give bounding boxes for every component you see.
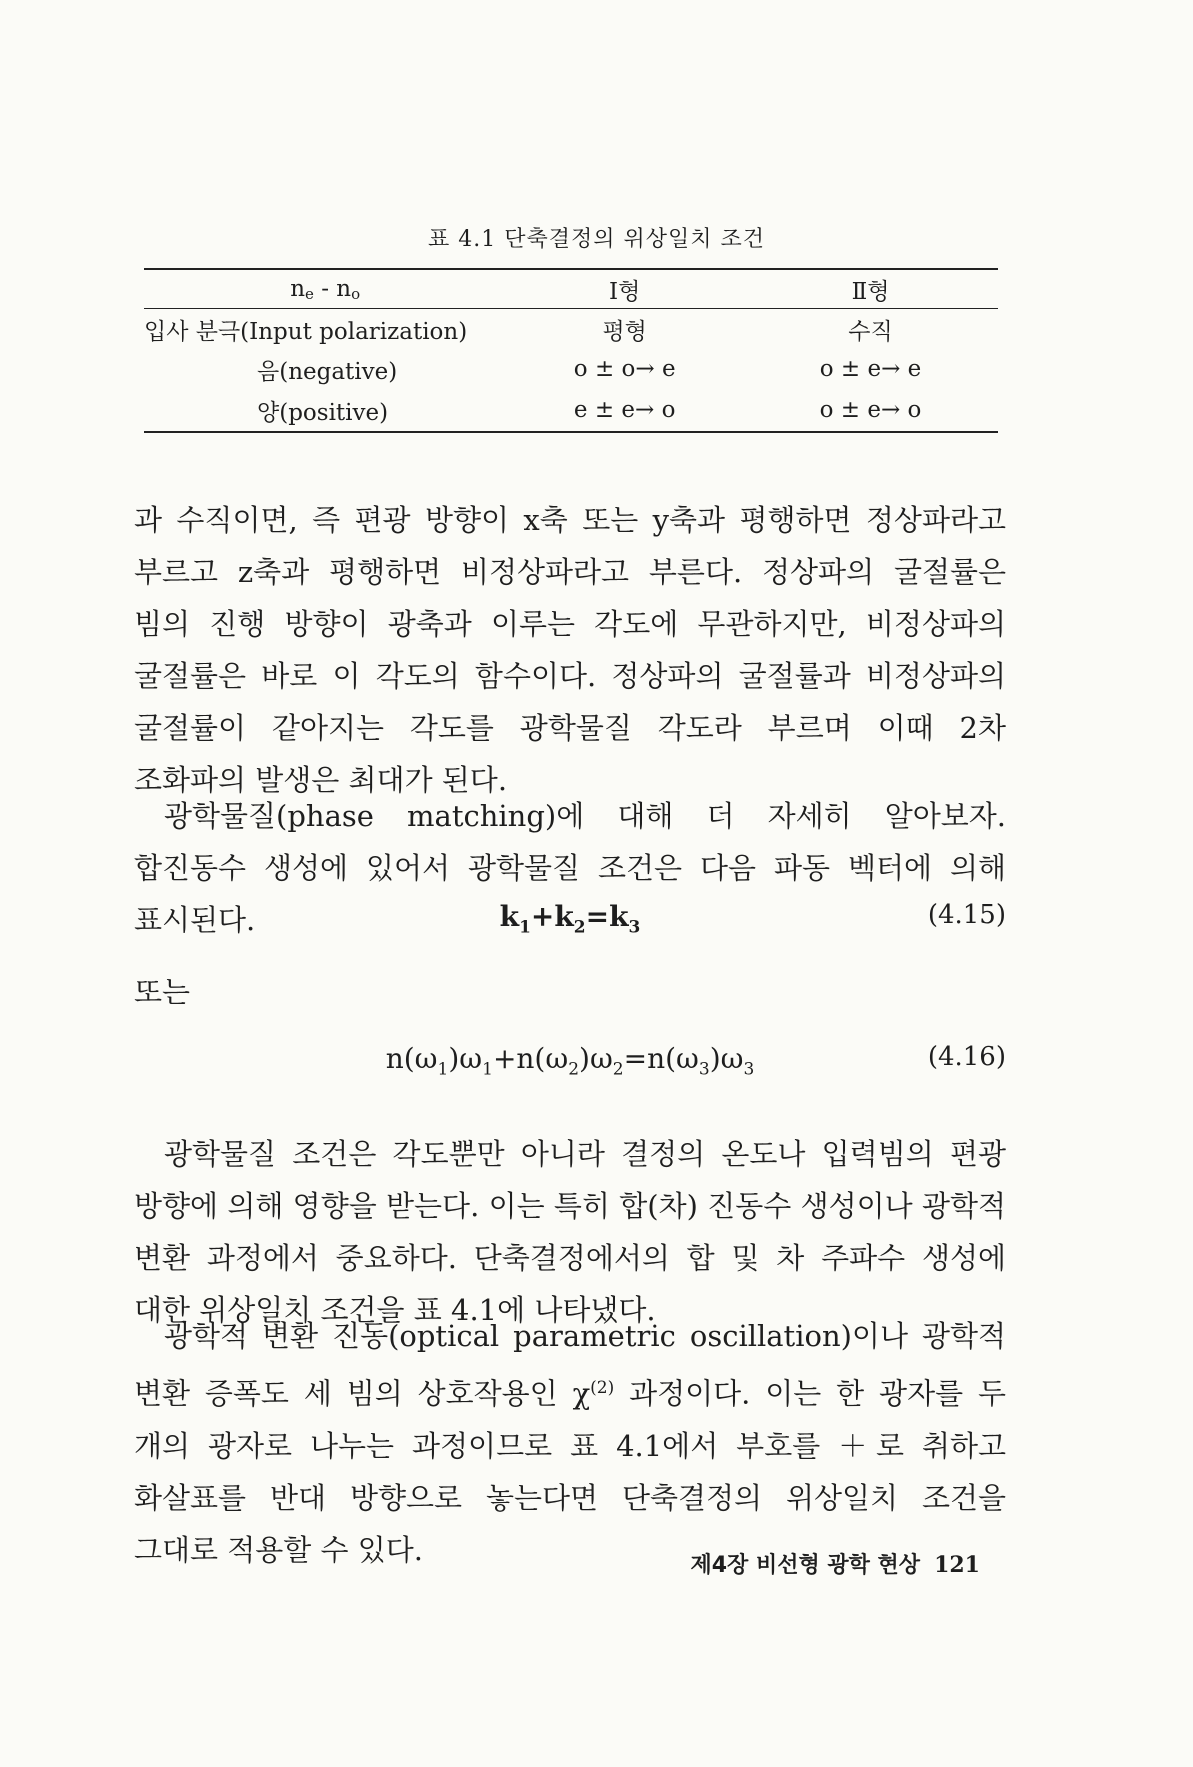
row-cell: o ± o→ e [573, 356, 676, 382]
equation-expression: $n(\omega_1)\omega_1+n(\omega_2)\omega_2=n(\omega_3)\omega_3$ [385, 1042, 755, 1080]
row-label: 음(negative) [257, 358, 398, 385]
connector-word: 또는 [134, 975, 191, 1009]
row-cell: 평형 [602, 318, 647, 345]
phase-matching-table [144, 268, 998, 433]
page-footer [640, 1548, 980, 1579]
table-row [144, 389, 998, 432]
equation-expression: $k_1+k_2=k_3$ [499, 900, 641, 938]
table-header-row [144, 269, 998, 309]
paragraph-conditions: 광학물질 조건은 각도뿐만 아니라 결정의 온도나 입력빔의 편광 방향에 의해 영향을 받는다. 이는 특히 합(차) 진동수 생성이나 광학적 변환 과정에서 중요하다. 단축결정에서의 합 및 차 주파수 생성에 대한 위상일치 조건을 표 4.1에 나타냈다. [134, 1137, 1006, 1327]
paragraph-parametric: 광학적 변환 진동(optical parametric oscillation)이나 광학적 변환 증폭도 세 빔의 상호작용인 $\chi^{(2)}$ 과정이다. 이는 한 광자를 두 개의 광자로 나누는 과정이므로 표 4.1에서 부호를 ＋로 취하고 화살표를 반대 방향으로 놓는다면 단축결정의 위상일치 조건을 그대로 적용할 수 있다. [134, 1319, 1006, 1567]
header-index-difference: $n_e - n_o$ [144, 269, 506, 309]
table-row [144, 349, 998, 389]
table-row [144, 309, 998, 350]
equation-number: (4.15) [927, 900, 1006, 930]
paragraph-ordinary-wave: 과 수직이면, 즉 편광 방향이 x축 또는 y축과 평행하면 정상파라고 부르고 z축과 평행하면 비정상파라고 부른다. 정상파의 굴절률은 빔의 진행 방향이 광축과 이루는 각도에 무관하지만, 비정상파의 굴절률은 바로 이 각도의 함수이다. 정상파의 굴절률과 비정상파의 굴절률이 같아지는 각도를 광학물질 각도라 부르며 이때 2차 조화파의 발생은 최대가 된다. [134, 503, 1006, 797]
equation-4-15 [134, 900, 1006, 940]
paragraph-phase-matching: 광학물질(phase matching)에 대해 더 자세히 알아보자. 합진동수 생성에 있어서 광학물질 조건은 다음 파동 벡터에 의해 표시된다. [134, 799, 1006, 937]
header-type-2: Ⅱ형 [743, 269, 998, 309]
row-cell: e ± e→ o [506, 389, 743, 432]
row-cell: o ± e→ e [819, 356, 922, 382]
row-cell: o ± e→ o [743, 389, 998, 432]
row-label: 입사 분극(Input polarization) [144, 318, 468, 345]
table-caption: 표 4.1 단축결정의 위상일치 조건 [428, 227, 765, 252]
row-label: 양(positive) [144, 389, 506, 432]
equation-number: (4.16) [927, 1042, 1006, 1072]
row-cell: 수직 [848, 318, 893, 345]
page-number: 121 [934, 1552, 980, 1578]
equation-4-16 [134, 1042, 1006, 1082]
chapter-title: 제4장 비선형 광학 현상 [690, 1553, 921, 1578]
header-type-1: Ⅰ형 [506, 269, 743, 309]
